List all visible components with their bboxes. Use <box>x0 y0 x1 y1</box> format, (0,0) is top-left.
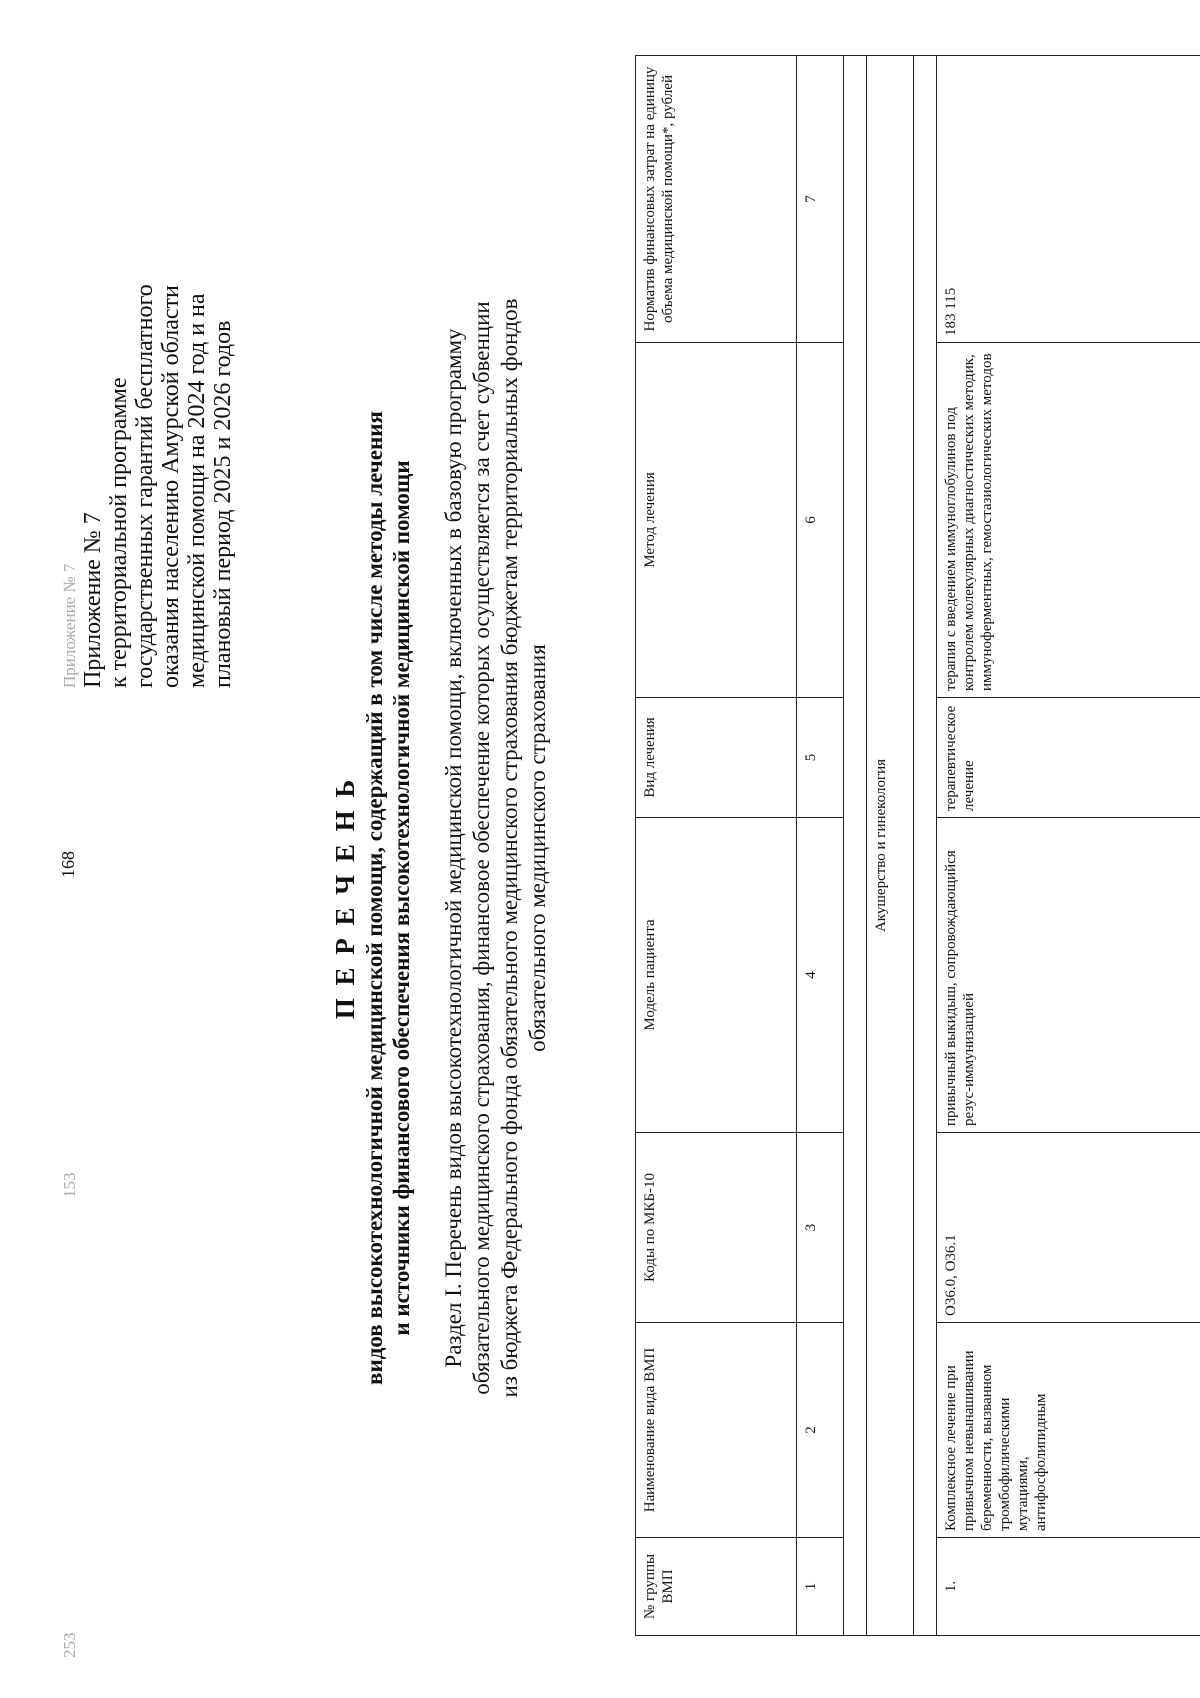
appendix-block <box>80 284 236 688</box>
scan-mark: 253 <box>60 1632 79 1658</box>
table-section-row <box>867 56 914 1636</box>
header-cell: № группы ВМП <box>636 1538 797 1636</box>
page-number: 168 <box>58 851 78 878</box>
title-line-2: и источники финансового обеспечения высокотехнологичной медицинской помощи <box>389 460 414 1336</box>
section-cell: Акушерство и гинекология <box>867 56 914 1636</box>
cell-treatment-type: терапевтическое лечение <box>937 698 1200 818</box>
cell-icd-codes: O36.0, O36.1 <box>937 1133 1200 1323</box>
spacer-cell <box>914 56 937 1636</box>
column-number: 4 <box>797 818 844 1133</box>
section-line: обязательного медицинского страхования <box>525 644 550 1052</box>
appendix-line: плановый период 2025 и 2026 годов <box>210 320 236 688</box>
header-cell: Метод лечения <box>636 343 797 698</box>
header-cell: Модель пациента <box>636 818 797 1133</box>
appendix-line: государственных гарантий бесплатного <box>132 284 158 688</box>
header-cell: Норматив финансовых затрат на единицу объема медицинской помощи*, рублей <box>636 56 797 343</box>
cell-group-number: 1. <box>937 1538 1200 1636</box>
scan-mark: Приложение № 7 <box>60 563 79 688</box>
appendix-line: медицинской помощи на 2024 год и на <box>184 293 210 688</box>
title-line-1: видов высокотехнологичной медицинской помощи, содержащий в том числе методы лечения <box>362 411 387 1385</box>
section-line: из бюджета Федерального фонда обязательного медицинского страхования бюджетам территориальных фондов <box>497 298 522 1398</box>
column-number: 3 <box>797 1133 844 1323</box>
header-cell: Коды по МКБ-10 <box>636 1133 797 1323</box>
appendix-line: Приложение № 7 <box>80 512 106 688</box>
cell-treatment-method: терапия с введением иммуноглобулинов под контролем молекулярных диагностических методик, иммуноферментных, гемостазиологических методов <box>937 343 1200 698</box>
section-heading <box>440 158 552 1538</box>
cell-patient-model: привычный выкидыш, сопровождающийся резус-иммунизацией <box>937 818 1200 1133</box>
document-title <box>330 398 415 1398</box>
spacer-cell <box>844 56 867 1636</box>
header-cell: Вид лечения <box>636 698 797 818</box>
appendix-line: к территориальной программе <box>106 377 132 688</box>
vmp-table <box>635 55 1200 1636</box>
column-number: 7 <box>797 56 844 343</box>
column-number: 6 <box>797 343 844 698</box>
scan-mark: 153 <box>60 1172 79 1198</box>
title-main: П Е Р Е Ч Е Н Ь <box>330 776 360 1020</box>
table-header-row <box>636 56 797 1636</box>
spacer-row <box>844 56 867 1636</box>
cell-vmp-name: Комплексное лечение при привычном невынашивании беременности, вызванном тромбофилическими мутациями, антифосфолипидным <box>937 1323 1200 1538</box>
header-cell: Наименование вида ВМП <box>636 1323 797 1538</box>
section-line: Раздел I. Перечень видов высокотехнологичной медицинской помощи, включенных в базовую программу <box>441 328 466 1368</box>
section-line: обязательного медицинского страхования, финансовое обеспечение которых осуществляется за счет субвенции <box>469 301 494 1395</box>
column-number-row <box>797 56 844 1636</box>
column-number: 2 <box>797 1323 844 1538</box>
cell-cost-norm: 183 115 <box>937 56 1200 343</box>
appendix-line: оказания населению Амурской области <box>158 285 184 688</box>
column-number: 5 <box>797 698 844 818</box>
column-number: 1 <box>797 1538 844 1636</box>
spacer-row <box>914 56 937 1636</box>
table-row <box>937 56 1200 1636</box>
